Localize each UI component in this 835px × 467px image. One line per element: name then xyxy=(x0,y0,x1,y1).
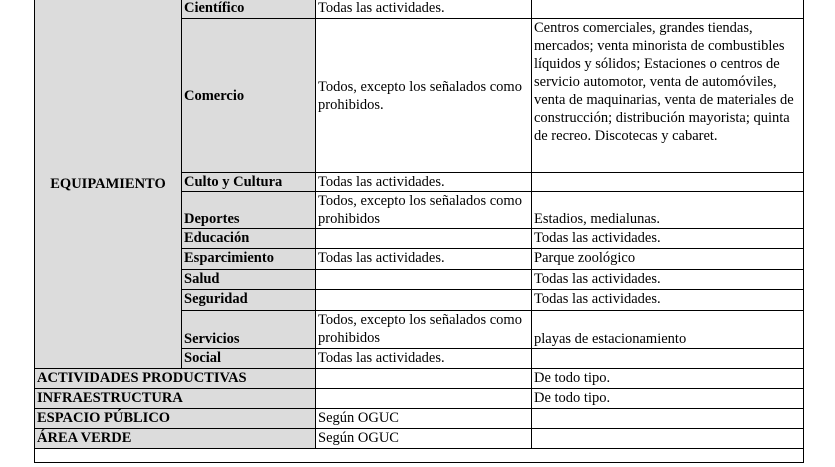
row-allowed: Todas las actividades. xyxy=(316,0,532,19)
row-allowed: Todos, excepto los señalados como prohibidos xyxy=(316,311,532,349)
row-prohibited: Todas las actividades. xyxy=(532,270,804,290)
row-allowed xyxy=(316,290,532,311)
category-name: ÁREA VERDE xyxy=(35,429,316,449)
row-prohibited: Todas las actividades. xyxy=(532,229,804,249)
category-allowed xyxy=(316,389,532,409)
row-name: Culto y Cultura xyxy=(182,173,316,192)
empty-footer-row xyxy=(35,449,804,463)
row-name: Deportes xyxy=(182,192,316,229)
row-prohibited: Todas las actividades. xyxy=(532,290,804,311)
table-row xyxy=(35,449,804,463)
category-name: ACTIVIDADES PRODUCTIVAS xyxy=(35,369,316,389)
row-allowed: Todas las actividades. xyxy=(316,349,532,369)
row-name: Salud xyxy=(182,270,316,290)
row-prohibited xyxy=(532,173,804,192)
table-row xyxy=(35,0,804,19)
category-allowed: Según OGUC xyxy=(316,409,532,429)
land-use-table xyxy=(34,0,804,463)
category-name: INFRAESTRUCTURA xyxy=(35,389,316,409)
table-row xyxy=(35,409,804,429)
row-allowed: Todos, excepto los señalados como prohibidos xyxy=(316,192,532,229)
table-row xyxy=(35,429,804,449)
row-name: Seguridad xyxy=(182,290,316,311)
category-allowed: Según OGUC xyxy=(316,429,532,449)
row-allowed: Todas las actividades. xyxy=(316,249,532,270)
row-allowed: Todas las actividades. xyxy=(316,173,532,192)
group-label-equipamiento: EQUIPAMIENTO xyxy=(35,0,182,369)
category-prohibited: De todo tipo. xyxy=(532,389,804,409)
row-prohibited xyxy=(532,0,804,19)
row-allowed: Todos, excepto los señalados como prohibidos. xyxy=(316,19,532,173)
row-name: Científico xyxy=(182,0,316,19)
row-prohibited: playas de estacionamiento xyxy=(532,311,804,349)
row-name: Social xyxy=(182,349,316,369)
row-prohibited: Estadios, medialunas. xyxy=(532,192,804,229)
row-name: Educación xyxy=(182,229,316,249)
row-name: Comercio xyxy=(182,19,316,173)
category-prohibited xyxy=(532,409,804,429)
row-prohibited xyxy=(532,349,804,369)
row-name: Servicios xyxy=(182,311,316,349)
row-allowed xyxy=(316,270,532,290)
category-name: ESPACIO PÚBLICO xyxy=(35,409,316,429)
row-prohibited: Parque zoológico xyxy=(532,249,804,270)
category-prohibited: De todo tipo. xyxy=(532,369,804,389)
category-allowed xyxy=(316,369,532,389)
table-row xyxy=(35,389,804,409)
category-prohibited xyxy=(532,429,804,449)
row-allowed xyxy=(316,229,532,249)
table-row xyxy=(35,369,804,389)
row-name: Esparcimiento xyxy=(182,249,316,270)
row-prohibited: Centros comerciales, grandes tiendas, mercados; venta minorista de combustibles líquidos y sólidos; Estaciones o centros de servicio automotor, venta de automóviles, venta de maquinarias, venta de materiales de construcción; distribución mayorista; quinta de recreo. Discotecas y cabaret. xyxy=(532,19,804,173)
